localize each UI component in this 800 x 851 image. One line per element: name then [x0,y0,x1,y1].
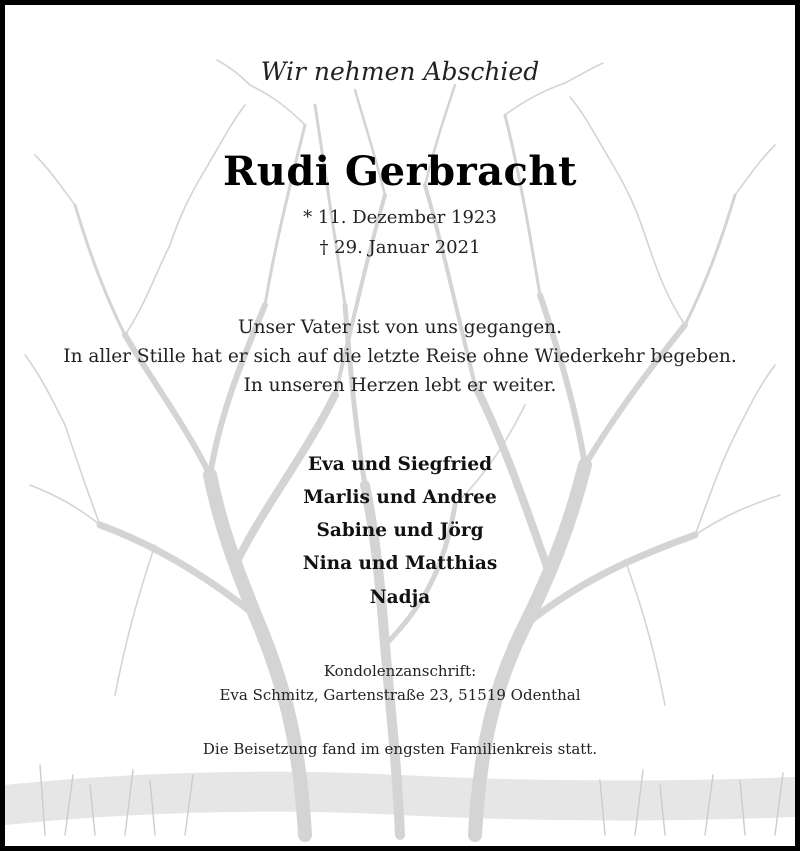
message-line: In unseren Herzen lebt er weiter. [243,375,557,396]
family-member: Eva und Siegfried [307,454,493,475]
condolence-address: Eva Schmitz, Gartenstraße 23, 51519 Odenthal [219,686,581,704]
deceased-name: Rudi Gerbracht [223,148,577,195]
burial-note: Die Beisetzung fand im engsten Familienkreis statt. [202,740,598,758]
message-line: Unser Vater ist von uns gegangen. [238,317,562,338]
death-date: † 29. Januar 2021 [319,237,481,258]
notice-text [5,5,795,846]
family-member: Nadja [369,587,431,608]
family-member: Nina und Matthias [302,553,498,574]
notice-heading: Wir nehmen Abschied [260,57,540,86]
family-member: Sabine und Jörg [316,520,484,541]
message-line: In aller Stille hat er sich auf die letzte Reise ohne Wiederkehr begeben. [63,346,737,367]
condolence-label: Kondolenzanschrift: [323,662,477,680]
family-member: Marlis und Andree [303,487,497,508]
birth-date: * 11. Dezember 1923 [303,207,497,228]
